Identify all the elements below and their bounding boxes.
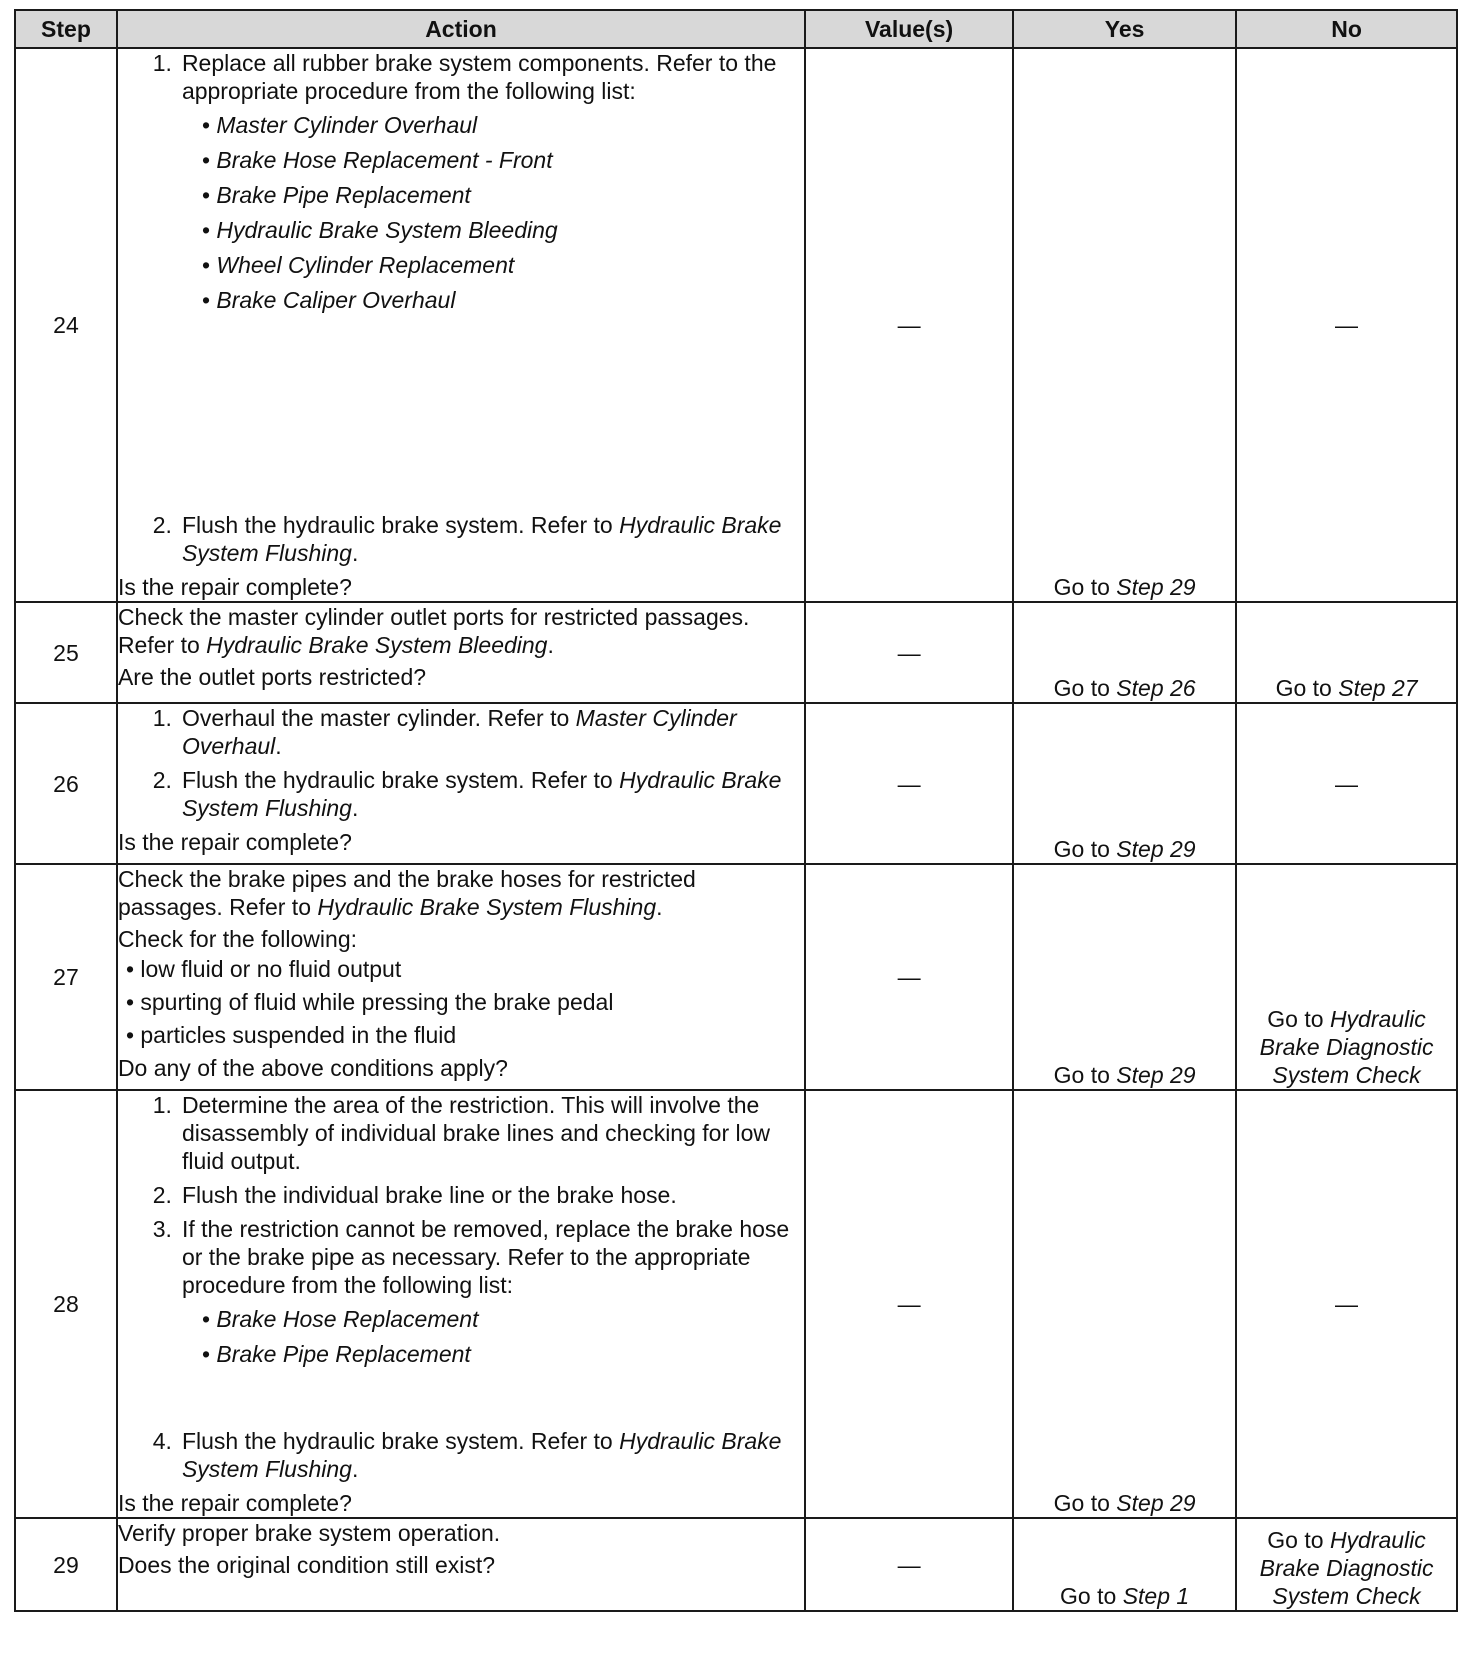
diagnostic-table (14, 9, 1458, 1612)
list-item: • Brake Pipe Replacement (201, 182, 471, 208)
procedure-reference: Hydraulic Brake System Bleeding (206, 632, 548, 658)
list-item: • Brake Hose Replacement (201, 1306, 479, 1332)
action-cell (117, 1518, 805, 1611)
item-text: Determine the area of the restriction. This will involve the disassembly of individual brake lines and checking for low fluid output. (181, 1092, 771, 1174)
item-number: 1. (152, 50, 172, 76)
no-cell: — (1236, 703, 1457, 864)
header-action: Action (117, 10, 805, 48)
step-number: 29 (15, 1518, 117, 1611)
step-reference: Step 1 (1122, 1583, 1190, 1609)
question: Is the repair complete? (117, 829, 352, 855)
item-text: Flush the individual brake line or the brake hose. (181, 1182, 677, 1208)
action-item (118, 704, 804, 760)
item-number: 3. (152, 1216, 172, 1242)
action-cell (117, 1090, 805, 1518)
item-number: 2. (152, 1182, 172, 1208)
question: Is the repair complete? (117, 574, 352, 600)
procedure-reference: Hydraulic Brake System Flushing (317, 894, 657, 920)
question: Is the repair complete? (117, 1490, 352, 1516)
list-item: • Hydraulic Brake System Bleeding (201, 217, 558, 243)
header-no: No (1236, 10, 1457, 48)
action-item (118, 1181, 804, 1209)
action-cell (117, 703, 805, 864)
item-text: Flush the hydraulic brake system. Refer to Hydraulic Brake System Flushing. (181, 767, 782, 821)
yes-cell: Go to Step 29 (1013, 703, 1236, 864)
procedure-reference: Master Cylinder Overhaul (181, 705, 737, 759)
step-reference: Step 29 (1116, 574, 1196, 600)
step-reference: Step 27 (1338, 675, 1418, 701)
action-cell (117, 864, 805, 1090)
action-text: Verify proper brake system operation. (117, 1520, 501, 1546)
list-item: • Brake Hose Replacement - Front (201, 147, 553, 173)
value-cell: — (805, 864, 1013, 1090)
header-row (15, 10, 1457, 48)
list-item: • Wheel Cylinder Replacement (201, 252, 515, 278)
procedure-reference: Hydraulic Brake System Flushing (181, 767, 782, 821)
step-number: 26 (15, 703, 117, 864)
table-row (15, 1518, 1457, 1611)
value-cell: — (805, 48, 1013, 602)
action-item (118, 1427, 804, 1483)
question: Are the outlet ports restricted? (117, 664, 427, 690)
item-number: 1. (152, 705, 172, 731)
no-cell: Go to Hydraulic Brake Diagnostic System Check (1236, 864, 1457, 1090)
list-item: • spurting of fluid while pressing the brake pedal (125, 989, 614, 1015)
action-text: Check the master cylinder outlet ports for restricted passages. Refer to Hydraulic Brake System Bleeding. (117, 604, 750, 658)
yes-cell: Go to Step 29 (1013, 48, 1236, 602)
value-cell: — (805, 703, 1013, 864)
step-reference: Step 29 (1116, 1062, 1196, 1088)
table-row (15, 1090, 1457, 1518)
question: Does the original condition still exist? (117, 1552, 496, 1578)
table-row (15, 48, 1457, 602)
item-number: 2. (152, 767, 172, 793)
action-cell (117, 602, 805, 703)
procedure-list (202, 111, 804, 314)
action-item (118, 766, 804, 822)
action-cell (117, 48, 805, 602)
action-item (118, 1215, 804, 1299)
step-number: 28 (15, 1090, 117, 1518)
action-item (118, 511, 804, 567)
value-cell: — (805, 602, 1013, 703)
list-item: • Master Cylinder Overhaul (201, 112, 478, 138)
no-cell: Go to Step 27 (1236, 602, 1457, 703)
item-number: 2. (152, 512, 172, 538)
no-cell: — (1236, 1090, 1457, 1518)
no-cell: Go to Hydraulic Brake Diagnostic System Check (1236, 1518, 1457, 1611)
action-item (118, 49, 804, 105)
step-number: 24 (15, 48, 117, 602)
table-row (15, 864, 1457, 1090)
procedure-reference: Hydraulic Brake System Flushing (181, 1428, 782, 1482)
table-row (15, 602, 1457, 703)
yes-cell: Go to Step 26 (1013, 602, 1236, 703)
action-item (118, 1091, 804, 1175)
list-item: • particles suspended in the fluid (125, 1022, 457, 1048)
procedure-reference: Hydraulic Brake System Flushing (181, 512, 782, 566)
list-item: • Brake Pipe Replacement (201, 1341, 471, 1367)
yes-cell: Go to Step 1 (1013, 1518, 1236, 1611)
list-item: • low fluid or no fluid output (125, 956, 402, 982)
yes-cell: Go to Step 29 (1013, 864, 1236, 1090)
item-text: If the restriction cannot be removed, replace the brake hose or the brake pipe as necessary. Refer to the appropriate procedure from the following list: (181, 1216, 790, 1298)
no-cell: — (1236, 48, 1457, 602)
value-cell: — (805, 1090, 1013, 1518)
step-reference: Step 29 (1116, 836, 1196, 862)
list-item: • Brake Caliper Overhaul (201, 287, 456, 313)
header-step: Step (15, 10, 117, 48)
procedure-reference: Hydraulic Brake Diagnostic System Check (1259, 1527, 1434, 1609)
item-number: 1. (152, 1092, 172, 1118)
step-reference: Step 29 (1116, 1490, 1196, 1516)
header-yes: Yes (1013, 10, 1236, 48)
item-text: Overhaul the master cylinder. Refer to Master Cylinder Overhaul. (181, 705, 737, 759)
step-number: 25 (15, 602, 117, 703)
check-intro: Check for the following: (117, 926, 358, 952)
question: Do any of the above conditions apply? (117, 1055, 508, 1081)
item-text: Flush the hydraulic brake system. Refer to Hydraulic Brake System Flushing. (181, 1428, 782, 1482)
item-text: Flush the hydraulic brake system. Refer to Hydraulic Brake System Flushing. (181, 512, 782, 566)
yes-cell: Go to Step 29 (1013, 1090, 1236, 1518)
step-reference: Step 26 (1116, 675, 1196, 701)
item-number: 4. (152, 1428, 172, 1454)
value-cell: — (805, 1518, 1013, 1611)
item-text: Replace all rubber brake system components. Refer to the appropriate procedure from the following list: (181, 50, 777, 104)
header-values: Value(s) (805, 10, 1013, 48)
step-number: 27 (15, 864, 117, 1090)
procedure-list (202, 1305, 804, 1368)
table-row (15, 703, 1457, 864)
procedure-reference: Hydraulic Brake Diagnostic System Check (1259, 1006, 1434, 1088)
action-text: Check the brake pipes and the brake hoses for restricted passages. Refer to Hydraulic Brake System Flushing. (117, 866, 696, 920)
